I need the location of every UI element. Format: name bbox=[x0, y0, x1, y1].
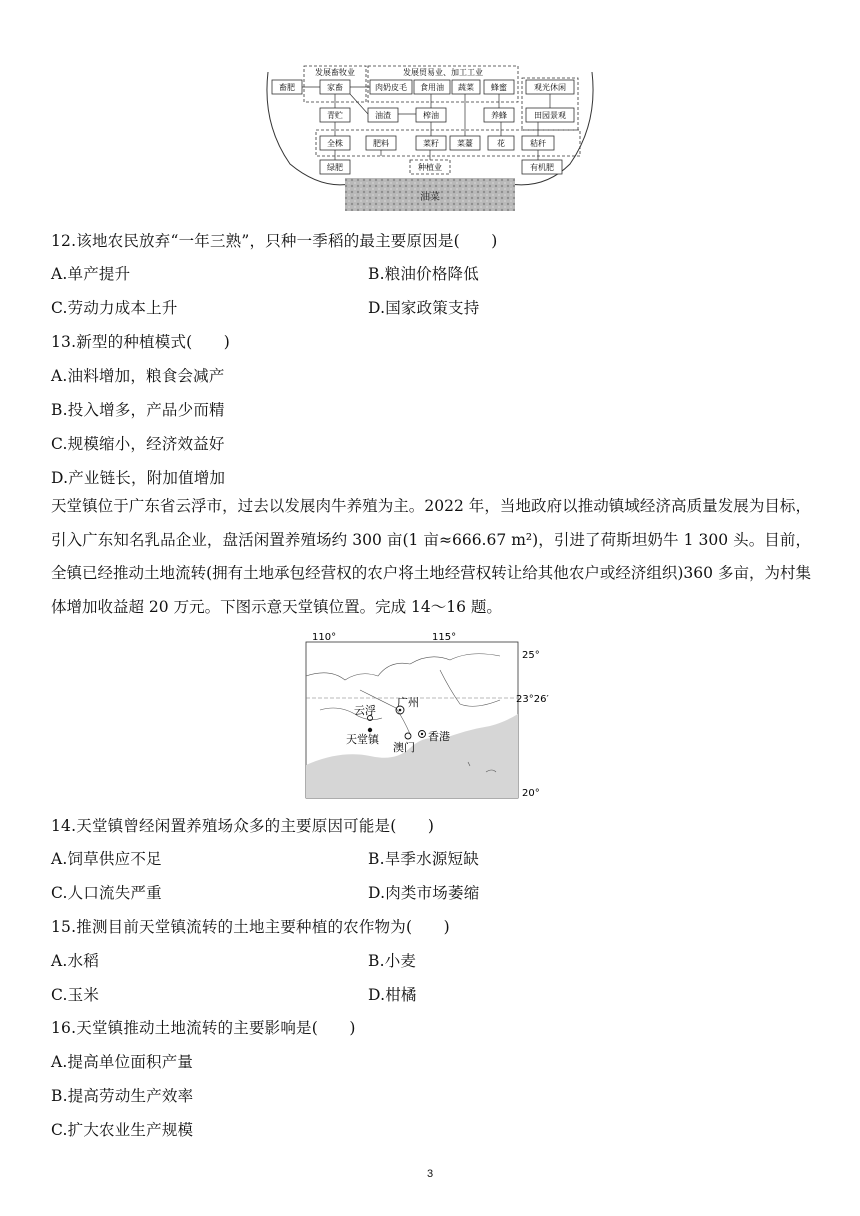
q15-option-b[interactable]: B.小麦 bbox=[368, 952, 417, 970]
page-number: 3 bbox=[426, 1168, 434, 1180]
box-plant: 种植业 bbox=[418, 163, 442, 172]
city-hongkong: 香港 bbox=[428, 730, 450, 743]
q14-option-a[interactable]: A.饲草供应不足 bbox=[51, 850, 162, 868]
box-bee: 养蜂 bbox=[491, 111, 507, 120]
box-livestock: 家畜 bbox=[327, 83, 343, 92]
box-green: 绿肥 bbox=[327, 163, 343, 172]
box-organic: 有机肥 bbox=[530, 163, 554, 172]
lon-115-label: 115° bbox=[432, 632, 457, 643]
box-oil: 食用油 bbox=[420, 83, 444, 92]
rapeseed-industry-diagram bbox=[260, 64, 600, 214]
q15-option-c[interactable]: C.玉米 bbox=[51, 986, 100, 1004]
box-stalk: 菜薹 bbox=[457, 139, 473, 148]
q15-stem: 15.推测目前天堂镇流转的土地主要种植的农作物为( ) bbox=[51, 918, 450, 936]
q16-option-a[interactable]: A.提高单位面积产量 bbox=[51, 1053, 194, 1071]
box-straw: 秸秆 bbox=[530, 139, 546, 148]
box-honey: 蜂蜜 bbox=[491, 83, 507, 92]
box-manure: 畜肥 bbox=[279, 83, 295, 92]
q13-option-a[interactable]: A.油料增加，粮食会减产 bbox=[51, 367, 225, 385]
box-seed: 菜籽 bbox=[423, 139, 439, 148]
tiantang-location-map bbox=[300, 630, 550, 802]
q16-option-c[interactable]: C.扩大农业生产规模 bbox=[51, 1121, 194, 1139]
town-tiantang: 天堂镇 bbox=[346, 733, 379, 746]
group-livestock-label: 发展畜牧业 bbox=[315, 68, 355, 77]
q12-option-c[interactable]: C.劳动力成本上升 bbox=[51, 299, 178, 317]
q16-option-b[interactable]: B.提高劳动生产效率 bbox=[51, 1087, 194, 1105]
lat-20-label: 20° bbox=[522, 788, 540, 799]
box-meat: 肉奶皮毛 bbox=[375, 83, 407, 92]
box-silage: 青贮 bbox=[327, 111, 343, 120]
q14-option-b[interactable]: B.旱季水源短缺 bbox=[368, 850, 479, 868]
q16-stem: 16.天堂镇推动土地流转的主要影响是( ) bbox=[51, 1019, 356, 1037]
box-press: 榨油 bbox=[423, 111, 439, 120]
box-flower: 花 bbox=[497, 139, 505, 148]
q14-stem: 14.天堂镇曾经闲置养殖场众多的主要原因可能是( ) bbox=[51, 817, 435, 835]
q14-option-c[interactable]: C.人口流失严重 bbox=[51, 884, 162, 902]
q15-option-a[interactable]: A.水稻 bbox=[51, 952, 99, 970]
q14-option-d[interactable]: D.肉类市场萎缩 bbox=[368, 884, 480, 902]
q12-option-b[interactable]: B.粮油价格降低 bbox=[368, 265, 479, 283]
box-scenery: 田园景观 bbox=[534, 111, 566, 120]
q15-option-d[interactable]: D.柑橘 bbox=[368, 986, 417, 1004]
q12-option-a[interactable]: A.单产提升 bbox=[51, 265, 131, 283]
lat-2326-label: 23°26′ bbox=[516, 694, 549, 705]
box-whole: 全株 bbox=[327, 139, 343, 148]
q12-option-d[interactable]: D.国家政策支持 bbox=[368, 299, 480, 317]
q13-option-b[interactable]: B.投入增多，产品少而精 bbox=[51, 401, 225, 419]
box-veg: 蔬菜 bbox=[458, 83, 474, 92]
city-guangzhou: 广州 bbox=[397, 696, 419, 709]
lon-110-label: 110° bbox=[312, 632, 337, 643]
city-macao: 澳门 bbox=[393, 741, 415, 754]
box-residue: 油渣 bbox=[375, 111, 391, 120]
reading-passage: 天堂镇位于广东省云浮市，过去以发展肉牛养殖为主。2022 年，当地政府以推动镇域经济高质量发展为目标，引入广东知名乳品企业，盘活闲置养殖场约 300 亩(1 亩≈666.67 m²)，引进了荷斯坦奶牛 1 300 头。目前，全镇已经推动土地流转(拥有土地承包经营权的农户将土地经营权转让给其他农户或经济组织)360 多亩，为村集体增加收益超 20 万元。下图示意天堂镇位置。完成 14～16 题。 bbox=[51, 497, 811, 616]
lat-25-label: 25° bbox=[522, 650, 540, 661]
box-tour: 观光休闲 bbox=[534, 83, 566, 92]
group-trade-label: 发展贸易业、加工工业 bbox=[403, 68, 483, 77]
base-label: 油菜 bbox=[420, 192, 440, 203]
q13-stem: 13.新型的种植模式( ) bbox=[51, 333, 231, 351]
q12-stem: 12.该地农民放弃“一年三熟”，只种一季稻的最主要原因是( ) bbox=[51, 232, 498, 250]
box-fert: 肥料 bbox=[373, 139, 389, 148]
q13-option-c[interactable]: C.规模缩小，经济效益好 bbox=[51, 435, 225, 453]
city-yunfu: 云浮 bbox=[354, 704, 376, 717]
q13-option-d[interactable]: D.产业链长，附加值增加 bbox=[51, 469, 226, 487]
